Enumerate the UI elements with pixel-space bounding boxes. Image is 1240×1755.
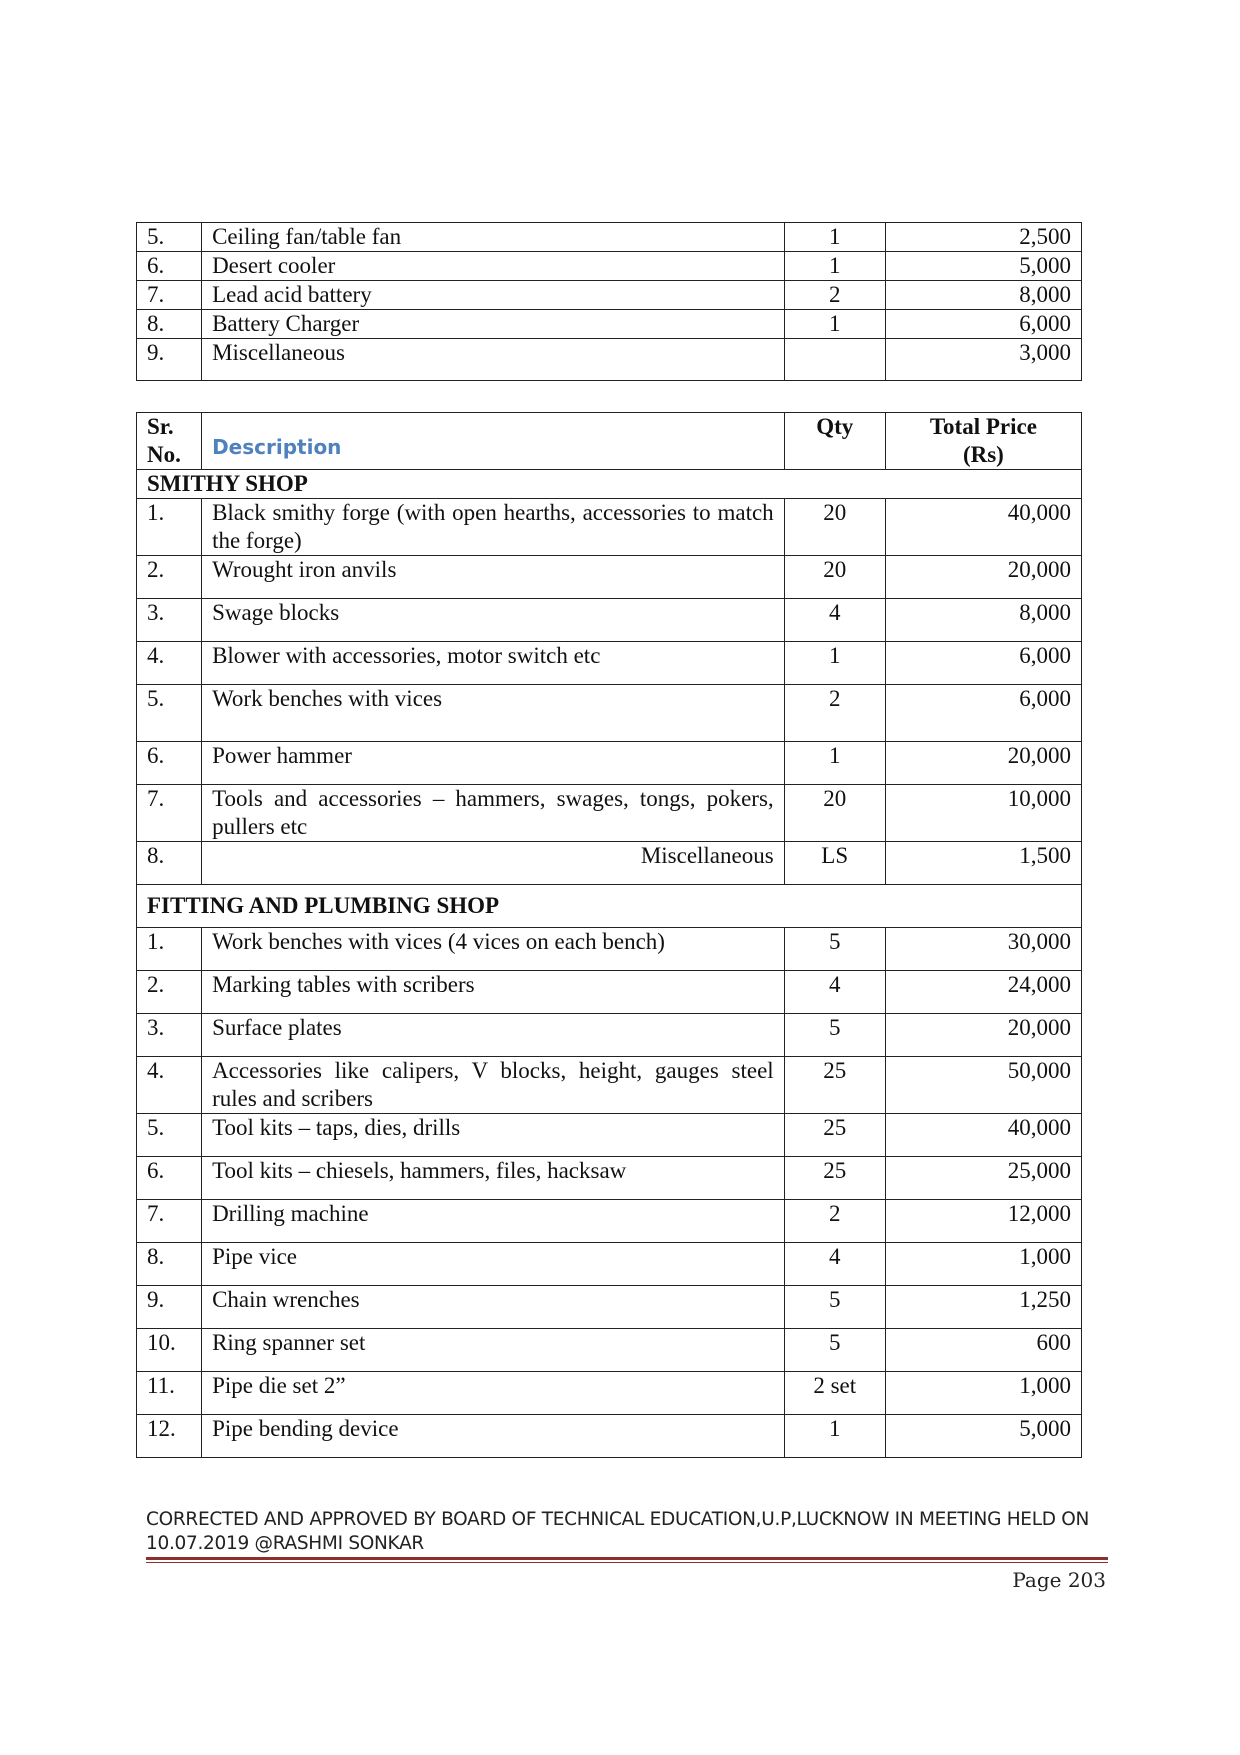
price: 2,500: [885, 223, 1081, 252]
section-title: FITTING AND PLUMBING SHOP: [137, 885, 1082, 928]
price: 40,000: [885, 1114, 1081, 1157]
qty: 1: [784, 742, 885, 785]
table-row: [137, 599, 1082, 642]
table-row: [137, 1157, 1082, 1200]
price: 25,000: [885, 1157, 1081, 1200]
table-row: [137, 499, 1082, 556]
table-row: [137, 1057, 1082, 1114]
description: Desert cooler: [202, 252, 785, 281]
price: 20,000: [885, 1014, 1081, 1057]
table-row: [137, 281, 1082, 310]
table-row: [137, 1243, 1082, 1286]
header-total-price: [885, 413, 1081, 470]
table-row: [137, 785, 1082, 842]
table-row: [137, 556, 1082, 599]
table-row: [137, 1415, 1082, 1458]
sr-no: 3.: [137, 599, 202, 642]
qty: 4: [784, 1243, 885, 1286]
qty: 2 set: [784, 1372, 885, 1415]
footer-approval-note: CORRECTED AND APPROVED BY BOARD OF TECHNICAL EDUCATION,U.P,LUCKNOW IN MEETING HELD ON 10.07.2019 @RASHMI SONKAR: [146, 1509, 1090, 1554]
qty: 4: [784, 599, 885, 642]
footer-divider-thin: [146, 1562, 1108, 1563]
section-row-smithy: [137, 470, 1082, 499]
qty: 1: [784, 1415, 885, 1458]
price: 1,000: [885, 1372, 1081, 1415]
qty: LS: [784, 842, 885, 885]
sr-no: 12.: [137, 1415, 202, 1458]
footer-divider: [146, 1557, 1108, 1560]
table-row: [137, 1200, 1082, 1243]
price: 1,250: [885, 1286, 1081, 1329]
qty: 20: [784, 499, 885, 556]
description: Battery Charger: [202, 310, 785, 339]
table-row: [137, 1372, 1082, 1415]
table-row: [137, 310, 1082, 339]
description: Tools and accessories – hammers, swages, tongs, pokers, pullers etc: [202, 785, 785, 842]
price: 1,500: [885, 842, 1081, 885]
table-row: [137, 339, 1082, 381]
sr-no: 6.: [137, 252, 202, 281]
table-row: [137, 842, 1082, 885]
price: 600: [885, 1329, 1081, 1372]
sr-no: 6.: [137, 742, 202, 785]
header-no: No.: [147, 442, 181, 467]
description: Work benches with vices (4 vices on each bench): [202, 928, 785, 971]
qty: 5: [784, 1286, 885, 1329]
sr-no: 2.: [137, 556, 202, 599]
sr-no: 9.: [137, 339, 202, 381]
description: Black smithy forge (with open hearths, accessories to match the forge): [202, 499, 785, 556]
qty: 25: [784, 1114, 885, 1157]
price: 10,000: [885, 785, 1081, 842]
qty: 25: [784, 1157, 885, 1200]
description: Blower with accessories, motor switch etc: [202, 642, 785, 685]
sr-no: 5.: [137, 223, 202, 252]
sr-no: 3.: [137, 1014, 202, 1057]
table-row: [137, 642, 1082, 685]
price: 40,000: [885, 499, 1081, 556]
description: Drilling machine: [202, 1200, 785, 1243]
sr-no: 6.: [137, 1157, 202, 1200]
price: 6,000: [885, 685, 1081, 742]
sr-no: 5.: [137, 1114, 202, 1157]
qty: 1: [784, 642, 885, 685]
description: Power hammer: [202, 742, 785, 785]
sr-no: 8.: [137, 310, 202, 339]
sr-no: 10.: [137, 1329, 202, 1372]
description: Pipe vice: [202, 1243, 785, 1286]
description: Ring spanner set: [202, 1329, 785, 1372]
workshop-equipment-table: [136, 412, 1082, 1458]
price: 1,000: [885, 1243, 1081, 1286]
description: Ceiling fan/table fan: [202, 223, 785, 252]
table-row: [137, 1329, 1082, 1372]
description: Surface plates: [202, 1014, 785, 1057]
header-sr: Sr.: [147, 414, 174, 439]
page-number: Page 203: [1012, 1568, 1106, 1592]
description: Swage blocks: [202, 599, 785, 642]
qty: 1: [784, 252, 885, 281]
sr-no: 7.: [137, 1200, 202, 1243]
description: Wrought iron anvils: [202, 556, 785, 599]
description: Tool kits – taps, dies, drills: [202, 1114, 785, 1157]
sr-no: 2.: [137, 971, 202, 1014]
description: Miscellaneous: [202, 339, 785, 381]
equipment-table-continued: [136, 222, 1082, 381]
table-row: [137, 742, 1082, 785]
price: 20,000: [885, 556, 1081, 599]
description: Lead acid battery: [202, 281, 785, 310]
sr-no: 8.: [137, 1243, 202, 1286]
header-sr-no: [137, 413, 202, 470]
qty: 20: [784, 785, 885, 842]
sr-no: 7.: [137, 281, 202, 310]
qty: 25: [784, 1057, 885, 1114]
qty: 4: [784, 971, 885, 1014]
qty: 5: [784, 1329, 885, 1372]
sr-no: 5.: [137, 685, 202, 742]
table-row: [137, 971, 1082, 1014]
description: Pipe bending device: [202, 1415, 785, 1458]
table-header-row: [137, 413, 1082, 470]
description: Miscellaneous: [202, 842, 785, 885]
qty: 2: [784, 1200, 885, 1243]
price: 5,000: [885, 1415, 1081, 1458]
description: Accessories like calipers, V blocks, height, gauges steel rules and scribers: [202, 1057, 785, 1114]
price: 20,000: [885, 742, 1081, 785]
price: 6,000: [885, 642, 1081, 685]
table-row: [137, 1286, 1082, 1329]
sr-no: 11.: [137, 1372, 202, 1415]
header-price-unit: (Rs): [962, 442, 1004, 467]
sr-no: 1.: [137, 499, 202, 556]
sr-no: 4.: [137, 1057, 202, 1114]
qty: 5: [784, 1014, 885, 1057]
table-row: [137, 252, 1082, 281]
description: Chain wrenches: [202, 1286, 785, 1329]
price: 30,000: [885, 928, 1081, 971]
table-row: [137, 1014, 1082, 1057]
sr-no: 9.: [137, 1286, 202, 1329]
section-row-fitting: [137, 885, 1082, 928]
header-description: Description: [202, 413, 785, 470]
qty: 20: [784, 556, 885, 599]
description: Tool kits – chiesels, hammers, files, hacksaw: [202, 1157, 785, 1200]
description: Marking tables with scribers: [202, 971, 785, 1014]
qty: [784, 339, 885, 381]
sr-no: 8.: [137, 842, 202, 885]
table-row: [137, 685, 1082, 742]
qty: 1: [784, 310, 885, 339]
header-price-label: Total Price: [929, 414, 1037, 439]
price: 50,000: [885, 1057, 1081, 1114]
qty: 1: [784, 223, 885, 252]
price: 3,000: [885, 339, 1081, 381]
qty: 5: [784, 928, 885, 971]
header-qty: Qty: [784, 413, 885, 470]
description: Pipe die set 2”: [202, 1372, 785, 1415]
qty: 2: [784, 281, 885, 310]
section-title: SMITHY SHOP: [137, 470, 1082, 499]
price: 8,000: [885, 281, 1081, 310]
sr-no: 1.: [137, 928, 202, 971]
table-row: [137, 928, 1082, 971]
description: Work benches with vices: [202, 685, 785, 742]
price: 5,000: [885, 252, 1081, 281]
sr-no: 7.: [137, 785, 202, 842]
qty: 2: [784, 685, 885, 742]
price: 12,000: [885, 1200, 1081, 1243]
sr-no: 4.: [137, 642, 202, 685]
table-row: [137, 223, 1082, 252]
table-row: [137, 1114, 1082, 1157]
price: 24,000: [885, 971, 1081, 1014]
price: 8,000: [885, 599, 1081, 642]
price: 6,000: [885, 310, 1081, 339]
